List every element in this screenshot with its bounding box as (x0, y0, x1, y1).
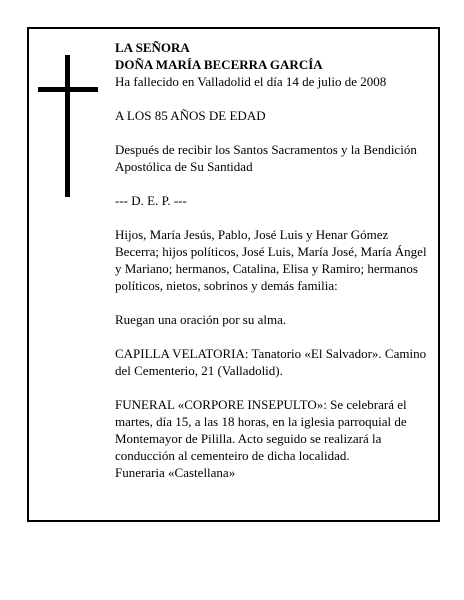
cross-vertical-bar (65, 55, 70, 197)
rip-line: --- D. E. P. --- (115, 193, 187, 208)
cross-horizontal-bar (38, 87, 98, 92)
cross-icon (38, 55, 98, 197)
age-line: A LOS 85 AÑOS DE EDAD (115, 108, 266, 123)
deceased-name: DOÑA MARÍA BECERRA GARCÍA (115, 57, 323, 72)
obituary-text (115, 39, 427, 481)
prayer-request: Ruegan una oración por su alma. (115, 312, 287, 327)
sacraments-text: Después de recibir los Santos Sacramentos y la Bendición Apostólica de Su Santidad (115, 142, 417, 174)
funeral-info: FUNERAL «CORPORE INSEPULTO»: Se celebrará el martes, día 15, a las 18 horas, en la iglesia parroquial de Montemayor de Pililla. Acto seguido se realizará la conducción al cementeiro de dicha localidad. (115, 397, 407, 463)
title-line-1: LA SEÑORA (115, 40, 190, 55)
death-line: Ha fallecido en Valladolid el día 14 de julio de 2008 (115, 74, 387, 89)
funeral-home: Funeraria «Castellana» (115, 465, 236, 480)
chapel-info: CAPILLA VELATORIA: Tanatorio «El Salvador». Camino del Cementerio, 21 (Valladolid). (115, 346, 427, 378)
family-list: Hijos, María Jesús, Pablo, José Luis y Henar Gómez Becerra; hijos políticos, José Luis, María José, María Ángel y Mariano; hermanos, Catalina, Elisa y Ramiro; hermanos políticos, nietos, sobrinos y demás familia: (115, 227, 427, 293)
